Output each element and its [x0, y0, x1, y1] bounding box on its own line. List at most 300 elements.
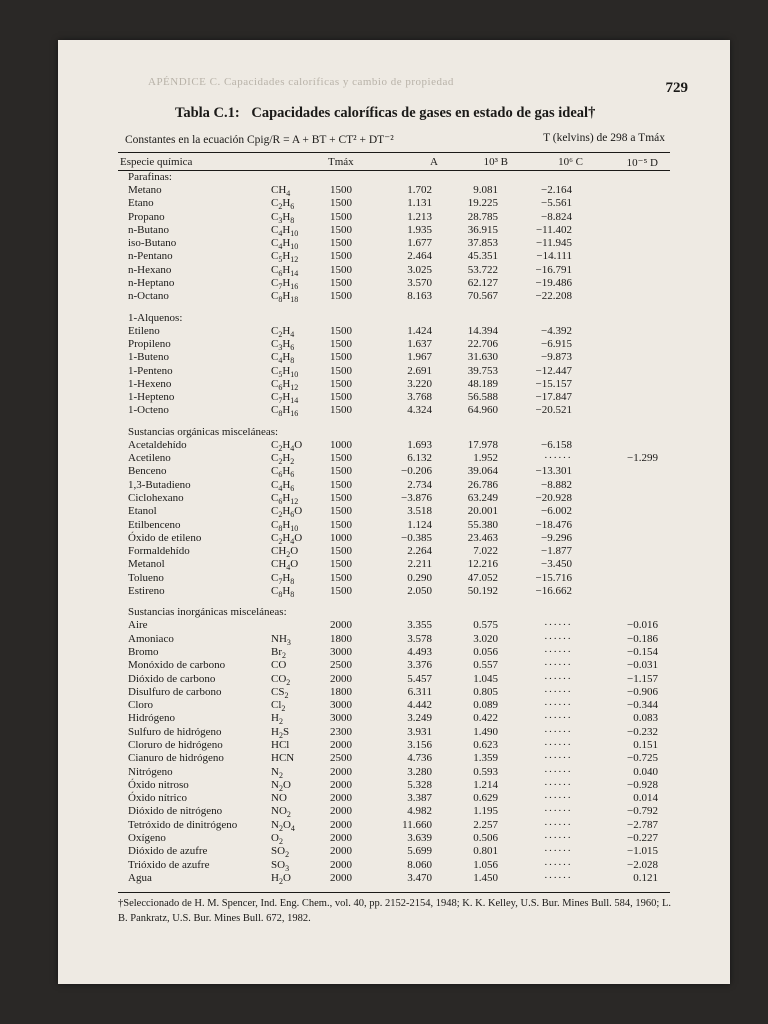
- table-row: [58, 290, 730, 303]
- formula: $C_4H_{10}$: [271, 223, 299, 239]
- species-name: Amoniaco: [128, 632, 174, 645]
- d-value: 0.014: [633, 792, 658, 805]
- table-row: [58, 545, 730, 558]
- table-row: [58, 819, 730, 832]
- tmax-value: 1500: [330, 351, 352, 364]
- table-row: [58, 479, 730, 492]
- species-name: Dióxido de carbono: [128, 672, 216, 685]
- a-value: 2.050: [407, 585, 432, 598]
- c-value: −20.928: [535, 491, 572, 504]
- c-value: ······: [544, 452, 572, 465]
- b-value: 3.020: [473, 632, 498, 645]
- formula: $N_2$: [271, 765, 283, 780]
- c-value: ······: [544, 818, 572, 831]
- species-name: Cianuro de hidrógeno: [128, 752, 224, 765]
- table-row: [58, 752, 730, 765]
- tmax-value: 3000: [330, 699, 352, 712]
- a-value: 5.457: [407, 672, 432, 685]
- a-value: 3.249: [407, 712, 432, 725]
- a-value: 3.355: [407, 619, 432, 632]
- tmax-value: 1500: [330, 545, 352, 558]
- species-name: 1-Hepteno: [128, 391, 175, 404]
- c-value: −12.447: [535, 364, 572, 377]
- a-value: 3.768: [407, 391, 432, 404]
- tmax-value: 2000: [330, 871, 352, 884]
- species-name: Benceno: [128, 465, 167, 478]
- formula: $CH_2O$: [271, 545, 299, 560]
- table-row: [58, 277, 730, 290]
- b-value: 9.081: [473, 184, 498, 196]
- b-value: 47.052: [467, 571, 498, 584]
- formula: $H_2O$: [271, 871, 291, 887]
- species-name: Trióxido de azufre: [128, 858, 210, 871]
- c-value: −18.476: [535, 518, 572, 531]
- a-value: 3.578: [407, 632, 432, 645]
- table-title-text: Capacidades caloríficas de gases en estado de gas ideal†: [251, 105, 596, 121]
- b-value: 1.056: [473, 858, 498, 871]
- table-row: [58, 184, 730, 197]
- table-row: [58, 325, 730, 338]
- species-name: 1-Penteno: [128, 364, 173, 377]
- c-value: ······: [544, 845, 572, 858]
- b-value: 22.706: [467, 337, 498, 350]
- c-value: ······: [544, 619, 572, 632]
- species-name: Formaldehído: [128, 545, 190, 558]
- tmax-value: 1500: [330, 404, 352, 417]
- table-row: [58, 224, 730, 237]
- species-name: Etano: [128, 197, 154, 210]
- tmax-value: 2000: [330, 738, 352, 751]
- species-name: iso-Butano: [128, 237, 177, 250]
- species-name: n-Hexano: [128, 263, 172, 276]
- b-value: 0.593: [473, 765, 498, 778]
- tmax-value: 2000: [330, 818, 352, 831]
- footnote: †Seleccionado de H. M. Spencer, Ind. Eng. Chem., vol. 40, pp. 2152-2154, 1948; K. K. Kelley, U.S. Bur. Mines Bull. 584, 1960; L. B. Pankratz, U.S. Bur. Mines Bull. 672, 1982.: [118, 898, 672, 924]
- a-value: 3.280: [407, 765, 432, 778]
- table-row: [58, 558, 730, 571]
- species-name: n-Heptano: [128, 277, 175, 290]
- formula: $H_2$: [271, 712, 283, 727]
- table-row: [58, 338, 730, 351]
- table-row: [58, 532, 730, 545]
- table-row: [58, 351, 730, 364]
- d-value: −0.792: [627, 805, 658, 818]
- table-row: [58, 646, 730, 659]
- d-value: 0.121: [633, 871, 658, 884]
- table-row: [58, 211, 730, 224]
- a-value: 4.324: [407, 404, 432, 417]
- tmax-value: 1800: [330, 685, 352, 698]
- d-value: −1.299: [627, 452, 658, 465]
- b-value: 1.450: [473, 871, 498, 884]
- a-value: 2.211: [407, 558, 432, 571]
- species-name: 1-Buteno: [128, 351, 169, 364]
- d-value: −0.016: [627, 619, 658, 632]
- formula: $C_2H_4O$: [271, 531, 303, 547]
- table-title: [175, 105, 595, 122]
- a-value: 11.660: [402, 818, 432, 831]
- tmax-value: 1500: [330, 491, 352, 504]
- c-value: −15.157: [535, 377, 572, 390]
- d-value: −2.787: [627, 818, 658, 831]
- b-value: 19.225: [467, 197, 498, 210]
- c-value: −11.402: [535, 223, 572, 236]
- c-value: −15.716: [535, 571, 572, 584]
- tmax-value: 1500: [330, 263, 352, 276]
- b-value: 26.786: [467, 478, 498, 491]
- bleed-through-header: APÉNDICE C. Capacidades caloríficas y cambio de propiedad: [148, 76, 454, 88]
- formula: $C_4H_8$: [271, 351, 295, 366]
- formula: $NO_2$: [271, 805, 291, 820]
- tmax-value: 1500: [330, 210, 352, 223]
- page-number: 729: [665, 80, 688, 96]
- tmax-value: 1000: [330, 438, 352, 451]
- c-value: ······: [544, 792, 572, 805]
- tmax-value: 1500: [330, 518, 352, 531]
- tmax-value: 2000: [330, 792, 352, 805]
- a-value: 3.570: [407, 277, 432, 290]
- b-value: 37.853: [467, 237, 498, 250]
- formula: $N_2O$: [271, 778, 291, 794]
- species-name: Etileno: [128, 324, 160, 337]
- d-value: 0.040: [633, 765, 658, 778]
- formula: $CS_2$: [271, 685, 289, 700]
- c-value: −16.662: [535, 585, 572, 598]
- table-row: [58, 237, 730, 250]
- table-row: [58, 264, 730, 277]
- species-name: Agua: [128, 871, 152, 884]
- formula: $C_3H_6$: [271, 337, 295, 353]
- d-value: −0.031: [627, 659, 658, 672]
- tmax-value: 2000: [330, 805, 352, 818]
- d-value: −0.344: [627, 699, 658, 712]
- d-value: −0.227: [627, 832, 658, 845]
- c-value: −19.486: [535, 277, 572, 290]
- formula: $C_6H_{12}$: [271, 377, 299, 393]
- table-row: [58, 805, 730, 818]
- b-value: 12.216: [467, 558, 498, 571]
- species-name: Disulfuro de carbono: [128, 685, 222, 698]
- table-subtitle: [125, 132, 665, 146]
- b-value: 0.575: [473, 619, 498, 632]
- species-name: 1-Octeno: [128, 404, 169, 417]
- table-row: [58, 519, 730, 532]
- b-value: 0.801: [473, 845, 498, 858]
- formula: $C_8H_{16}$: [271, 404, 299, 419]
- table-row: [58, 832, 730, 845]
- c-value: ······: [544, 712, 572, 725]
- species-name: Hidrógeno: [128, 712, 176, 725]
- c-value: −22.208: [535, 290, 572, 303]
- section-title: Sustancias inorgánicas misceláneas:: [128, 606, 287, 619]
- species-name: Tetróxido de dinitrógeno: [128, 818, 238, 831]
- table-row: [58, 699, 730, 712]
- section-title: Parafinas:: [128, 171, 172, 183]
- d-value: −2.028: [627, 858, 658, 871]
- b-value: 39.064: [467, 465, 498, 478]
- header-a: A: [430, 156, 438, 168]
- a-value: 3.470: [407, 871, 432, 884]
- tmax-value: 2000: [330, 765, 352, 778]
- d-value: −0.725: [627, 752, 658, 765]
- a-value: 1.424: [407, 324, 432, 337]
- species-name: Dióxido de nitrógeno: [128, 805, 223, 818]
- a-value: 1.935: [407, 223, 432, 236]
- c-value: −3.450: [541, 558, 572, 571]
- d-value: −0.154: [627, 645, 658, 658]
- species-name: Etanol: [128, 505, 157, 518]
- b-value: 56.588: [467, 391, 498, 404]
- species-name: Oxígeno: [128, 832, 166, 845]
- formula: $C_8H_{10}$: [271, 518, 299, 533]
- tmax-value: 1500: [330, 364, 352, 377]
- tmax-value: 1500: [330, 391, 352, 404]
- tmax-value: 2300: [330, 725, 352, 738]
- table-row: [58, 872, 730, 885]
- tmax-value: 1500: [330, 585, 352, 598]
- d-value: −0.928: [627, 778, 658, 791]
- tmax-value: 3000: [330, 645, 352, 658]
- formula: $C_2H_6O$: [271, 505, 303, 520]
- species-name: Metano: [128, 184, 162, 196]
- a-value: 2.734: [407, 478, 432, 491]
- c-value: −9.873: [541, 351, 572, 364]
- c-value: ······: [544, 685, 572, 698]
- formula: $CH_4O$: [271, 558, 299, 573]
- species-name: n-Octano: [128, 290, 169, 303]
- table-row: [58, 845, 730, 858]
- formula: $C_2H_2$: [271, 452, 295, 467]
- tmax-value: 2000: [330, 672, 352, 685]
- b-value: 0.056: [473, 645, 498, 658]
- b-value: 0.089: [473, 699, 498, 712]
- formula: HCl: [271, 738, 290, 751]
- a-value: 3.931: [407, 725, 432, 738]
- b-value: 1.952: [473, 452, 498, 465]
- d-value: −1.157: [627, 672, 658, 685]
- species-name: n-Pentano: [128, 250, 173, 263]
- species-name: Etilbenceno: [128, 518, 181, 531]
- c-value: ······: [544, 738, 572, 751]
- tmax-value: 1500: [330, 571, 352, 584]
- species-name: Óxido nitroso: [128, 778, 189, 791]
- a-value: 5.328: [407, 778, 432, 791]
- species-name: Óxido nítrico: [128, 792, 187, 805]
- tmax-value: 1500: [330, 465, 352, 478]
- formula: $CO_2$: [271, 672, 291, 687]
- b-value: 17.978: [467, 438, 498, 451]
- formula: $N_2O_4$: [271, 818, 295, 833]
- b-value: 7.022: [473, 545, 498, 558]
- c-value: ······: [544, 765, 572, 778]
- c-value: −1.877: [541, 545, 572, 558]
- table-body: [58, 170, 730, 885]
- formula: $C_7H_{14}$: [271, 391, 299, 406]
- b-value: 39.753: [467, 364, 498, 377]
- b-value: 1.045: [473, 672, 498, 685]
- section-gap: [58, 598, 730, 605]
- c-value: ······: [544, 805, 572, 818]
- tmax-value: 2500: [330, 659, 352, 672]
- equation-label: Constantes en la ecuación Cpig/R = A + BT + CT² + DT⁻²: [125, 134, 394, 146]
- temperature-range: T (kelvins) de 298 a Tmáx: [543, 132, 665, 144]
- species-name: Monóxido de carbono: [128, 659, 226, 672]
- b-value: 0.557: [473, 659, 498, 672]
- c-value: −8.824: [541, 210, 572, 223]
- tmax-value: 1800: [330, 632, 352, 645]
- d-value: −0.186: [627, 632, 658, 645]
- c-value: ······: [544, 699, 572, 712]
- formula: $C_4H_6$: [271, 478, 295, 493]
- table-bottom-rule: [118, 892, 670, 893]
- b-value: 0.422: [473, 712, 498, 725]
- species-name: Bromo: [128, 645, 159, 658]
- b-value: 64.960: [467, 404, 498, 417]
- table-row: [58, 197, 730, 210]
- table-row: [58, 779, 730, 792]
- species-name: Cloruro de hidrógeno: [128, 738, 223, 751]
- formula: $CH_4$: [271, 184, 291, 199]
- b-value: 53.722: [467, 263, 498, 276]
- b-value: 50.192: [467, 585, 498, 598]
- species-name: Dióxido de azufre: [128, 845, 208, 858]
- formula: $Br_2$: [271, 645, 286, 661]
- table-row: [58, 492, 730, 505]
- formula: $C_8H_{18}$: [271, 290, 299, 305]
- a-value: 6.132: [407, 452, 432, 465]
- header-d: 10⁻⁵ D: [626, 157, 658, 169]
- c-value: −14.111: [536, 250, 572, 263]
- book-page: [58, 40, 730, 984]
- species-name: Óxido de etileno: [128, 531, 202, 544]
- b-value: 0.805: [473, 685, 498, 698]
- tmax-value: 1500: [330, 377, 352, 390]
- a-value: 1.124: [407, 518, 432, 531]
- header-species: Especie química: [120, 156, 193, 168]
- species-name: Sulfuro de hidrógeno: [128, 725, 222, 738]
- tmax-value: 1500: [330, 505, 352, 518]
- table-row: [58, 712, 730, 725]
- tmax-value: 1500: [330, 337, 352, 350]
- table-row: [58, 505, 730, 518]
- tmax-value: 1500: [330, 290, 352, 303]
- species-name: Estireno: [128, 585, 165, 598]
- formula: $C_5H_{10}$: [271, 364, 299, 379]
- a-value: 1.677: [407, 237, 432, 250]
- c-value: ······: [544, 645, 572, 658]
- d-value: 0.083: [633, 712, 658, 725]
- c-value: −6.915: [541, 337, 572, 350]
- c-value: −9.296: [541, 531, 572, 544]
- b-value: 70.567: [467, 290, 498, 303]
- table-row: [58, 673, 730, 686]
- a-value: 2.264: [407, 545, 432, 558]
- b-value: 31.630: [467, 351, 498, 364]
- a-value: 3.518: [407, 505, 432, 518]
- a-value: −0.206: [401, 465, 432, 478]
- table-title-label: Tabla C.1:: [175, 105, 240, 121]
- tmax-value: 1500: [330, 223, 352, 236]
- tmax-value: 2000: [330, 832, 352, 845]
- header-b: 10³ B: [483, 156, 508, 168]
- a-value: 1.967: [407, 351, 432, 364]
- a-value: 4.442: [407, 699, 432, 712]
- d-value: −1.015: [627, 845, 658, 858]
- c-value: −17.847: [535, 391, 572, 404]
- a-value: 2.691: [407, 364, 432, 377]
- a-value: 1.693: [407, 438, 432, 451]
- formula: $C_5H_{12}$: [271, 250, 299, 265]
- c-value: −6.158: [541, 438, 572, 451]
- c-value: −13.301: [535, 465, 572, 478]
- table-row: [58, 792, 730, 805]
- table-row: [58, 859, 730, 872]
- table-row: [58, 391, 730, 404]
- section-title: 1-Alquenos:: [128, 311, 183, 324]
- formula: $C_3H_8$: [271, 210, 295, 225]
- table-row: [58, 633, 730, 646]
- table-row: [58, 365, 730, 378]
- tmax-value: 1500: [330, 184, 352, 196]
- a-value: −3.876: [401, 491, 432, 504]
- section-title: Sustancias orgánicas misceláneas:: [128, 425, 279, 438]
- species-name: Acetaldehído: [128, 438, 187, 451]
- a-value: 3.387: [407, 792, 432, 805]
- header-tmax: Tmáx: [328, 156, 354, 168]
- b-value: 2.257: [473, 818, 498, 831]
- c-value: ······: [544, 672, 572, 685]
- formula: $C_2H_4O$: [271, 438, 303, 453]
- formula: $C_6H_{14}$: [271, 263, 299, 278]
- c-value: ······: [544, 858, 572, 871]
- b-value: 14.394: [467, 324, 498, 337]
- c-value: ······: [544, 778, 572, 791]
- a-value: 3.025: [407, 263, 432, 276]
- a-value: 3.639: [407, 832, 432, 845]
- a-value: 0.290: [407, 571, 432, 584]
- table-row: [58, 404, 730, 417]
- section-gap: [58, 304, 730, 311]
- a-value: 1.131: [407, 197, 432, 210]
- a-value: 2.464: [407, 250, 432, 263]
- species-name: 1,3-Butadieno: [128, 478, 191, 491]
- c-value: −11.945: [535, 237, 572, 250]
- a-value: 1.637: [407, 337, 432, 350]
- formula: $O_2$: [271, 832, 283, 847]
- formula: CO: [271, 659, 287, 672]
- formula: $Cl_2$: [271, 699, 286, 714]
- c-value: −5.561: [541, 197, 572, 210]
- formula: $SO_2$: [271, 845, 290, 860]
- tmax-value: 2000: [330, 778, 352, 791]
- b-value: 0.623: [473, 738, 498, 751]
- a-value: 1.702: [407, 184, 432, 196]
- tmax-value: 1500: [330, 324, 352, 337]
- c-value: ······: [544, 659, 572, 672]
- b-value: 28.785: [467, 210, 498, 223]
- species-name: Cloro: [128, 699, 154, 712]
- b-value: 0.506: [473, 832, 498, 845]
- c-value: ······: [544, 632, 572, 645]
- species-name: 1-Hexeno: [128, 377, 172, 390]
- a-value: 5.699: [407, 845, 432, 858]
- species-name: Aire: [128, 619, 148, 632]
- c-value: ······: [544, 725, 572, 738]
- b-value: 1.490: [473, 725, 498, 738]
- c-value: −8.882: [541, 478, 572, 491]
- tmax-value: 2500: [330, 752, 352, 765]
- formula: $SO_3$: [271, 858, 290, 873]
